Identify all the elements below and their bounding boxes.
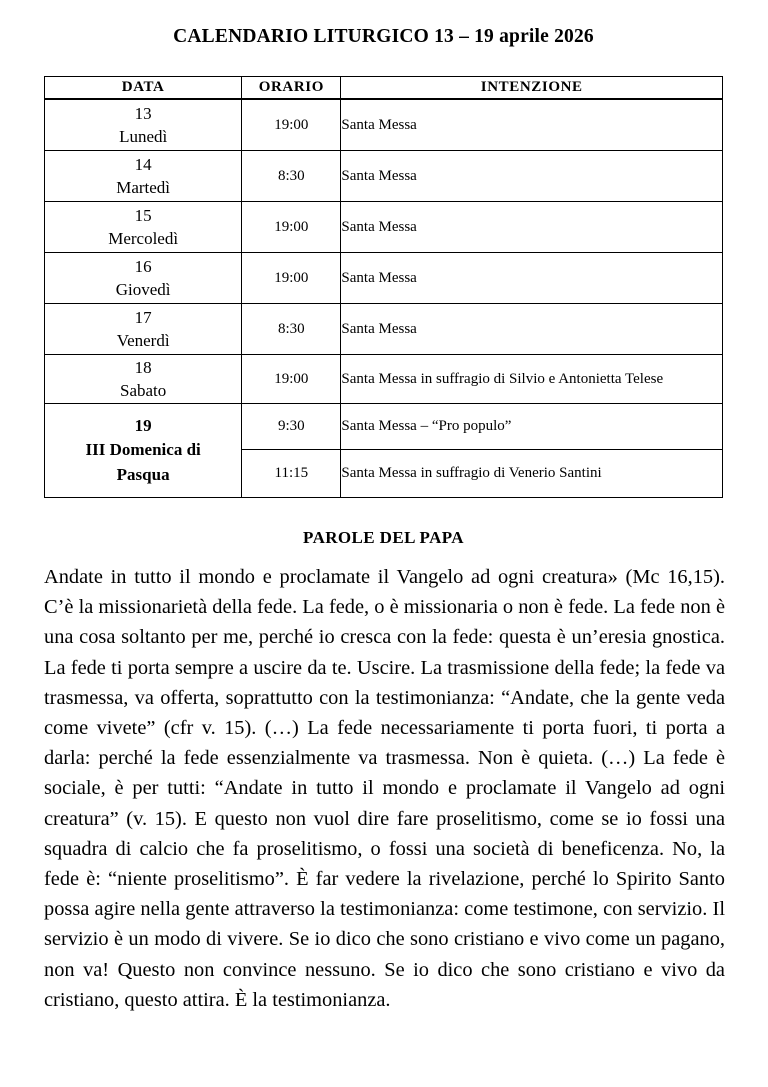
cell-date bbox=[45, 253, 242, 304]
cell-intention: Santa Messa bbox=[341, 202, 723, 253]
date-number: 19 bbox=[134, 415, 152, 435]
cell-date bbox=[45, 304, 242, 355]
date-feast-line1: III Domenica di bbox=[85, 440, 201, 460]
column-header-time: ORARIO bbox=[242, 77, 341, 100]
column-header-intention: INTENZIONE bbox=[341, 77, 723, 100]
table-header-row bbox=[45, 77, 723, 100]
cell-intention: Santa Messa in suffragio di Venerio Santini bbox=[341, 450, 723, 498]
cell-date bbox=[45, 202, 242, 253]
date-number: 16 bbox=[134, 256, 152, 276]
cell-intention: Santa Messa bbox=[341, 304, 723, 355]
table-body bbox=[45, 99, 723, 498]
table-row bbox=[45, 99, 723, 151]
cell-intention: Santa Messa – “Pro populo” bbox=[341, 404, 723, 450]
table-row-sunday-first bbox=[45, 404, 723, 450]
date-weekday: Mercoledì bbox=[108, 229, 179, 248]
table-row bbox=[45, 202, 723, 253]
pope-words-paragraph: Andate in tutto il mondo e proclamate il Vangelo ad ogni creatura» (Mc 16,15). C’è la missionarietà della fede. La fede, o è missionaria o non è fede. La fede non è una cosa soltanto per me, perché io cresca con la fede: questa è un’eresia gnostica. La fede ti porta sempre a uscire da te. Uscire. La trasmissione della fede; la fede va trasmessa, va offerta, soprattutto con la testimonianza: “Andate, che la gente veda come vivete” (cfr v. 15). (…) La fede necessariamente ti porta fuori, ti porta a darla: perché la fede essenzialmente va trasmessa. Non è quieta. (…) La fede è sociale, è per tutti: “Andate in tutto il mondo e proclamate il Vangelo ad ogni creatura” (v. 15). E questo non vuol dire fare proselitismo, come se io fossi una squadra di calcio che fa proselitismo, o fossi una società di beneficenza. No, la fede è: “niente proselitismo”. È far vedere la rivelazione, perché lo Spirito Santo possa agire nella gente attraverso la testimonianza: come testimone, con servizio. Il servizio è un modo di vivere. Se io dico che sono cristiano e vivo come un pagano, non va! Questo non convince nessuno. Se io dico che sono cristiano e vivo da cristiano, questo attira. È la testimonianza. bbox=[44, 566, 725, 1011]
table-header bbox=[45, 77, 723, 100]
cell-date bbox=[45, 151, 242, 202]
date-number: 18 bbox=[134, 357, 152, 377]
column-header-date: DATA bbox=[45, 77, 242, 100]
cell-intention: Santa Messa bbox=[341, 151, 723, 202]
page-title: CALENDARIO LITURGICO 13 – 19 aprile 2026 bbox=[173, 26, 594, 47]
table-row bbox=[45, 253, 723, 304]
cell-date bbox=[45, 355, 242, 404]
date-weekday: Sabato bbox=[120, 381, 167, 400]
cell-time: 11:15 bbox=[242, 450, 341, 498]
date-weekday: Venerdì bbox=[116, 331, 170, 350]
date-feast-line2: Pasqua bbox=[116, 464, 170, 484]
liturgical-calendar-table bbox=[44, 76, 723, 498]
date-weekday: Lunedì bbox=[119, 127, 168, 146]
table-row bbox=[45, 151, 723, 202]
table-row bbox=[45, 355, 723, 404]
cell-time: 19:00 bbox=[242, 99, 341, 151]
cell-time: 19:00 bbox=[242, 253, 341, 304]
cell-intention: Santa Messa bbox=[341, 253, 723, 304]
date-number: 13 bbox=[134, 103, 152, 123]
cell-time: 19:00 bbox=[242, 355, 341, 404]
date-number: 14 bbox=[134, 154, 152, 174]
date-weekday: Giovedì bbox=[115, 280, 171, 299]
cell-intention: Santa Messa bbox=[341, 99, 723, 151]
cell-time: 8:30 bbox=[242, 151, 341, 202]
cell-time: 8:30 bbox=[242, 304, 341, 355]
section-heading-parole-del-papa: PAROLE DEL PAPA bbox=[303, 528, 464, 547]
cell-date bbox=[45, 99, 242, 151]
date-number: 15 bbox=[134, 205, 152, 225]
cell-time: 19:00 bbox=[242, 202, 341, 253]
date-number: 17 bbox=[134, 307, 152, 327]
table-row bbox=[45, 304, 723, 355]
cell-intention: Santa Messa in suffragio di Silvio e Antonietta Telese bbox=[341, 355, 723, 404]
cell-date-sunday bbox=[45, 404, 242, 498]
cell-time: 9:30 bbox=[242, 404, 341, 450]
date-weekday: Martedì bbox=[116, 178, 171, 197]
